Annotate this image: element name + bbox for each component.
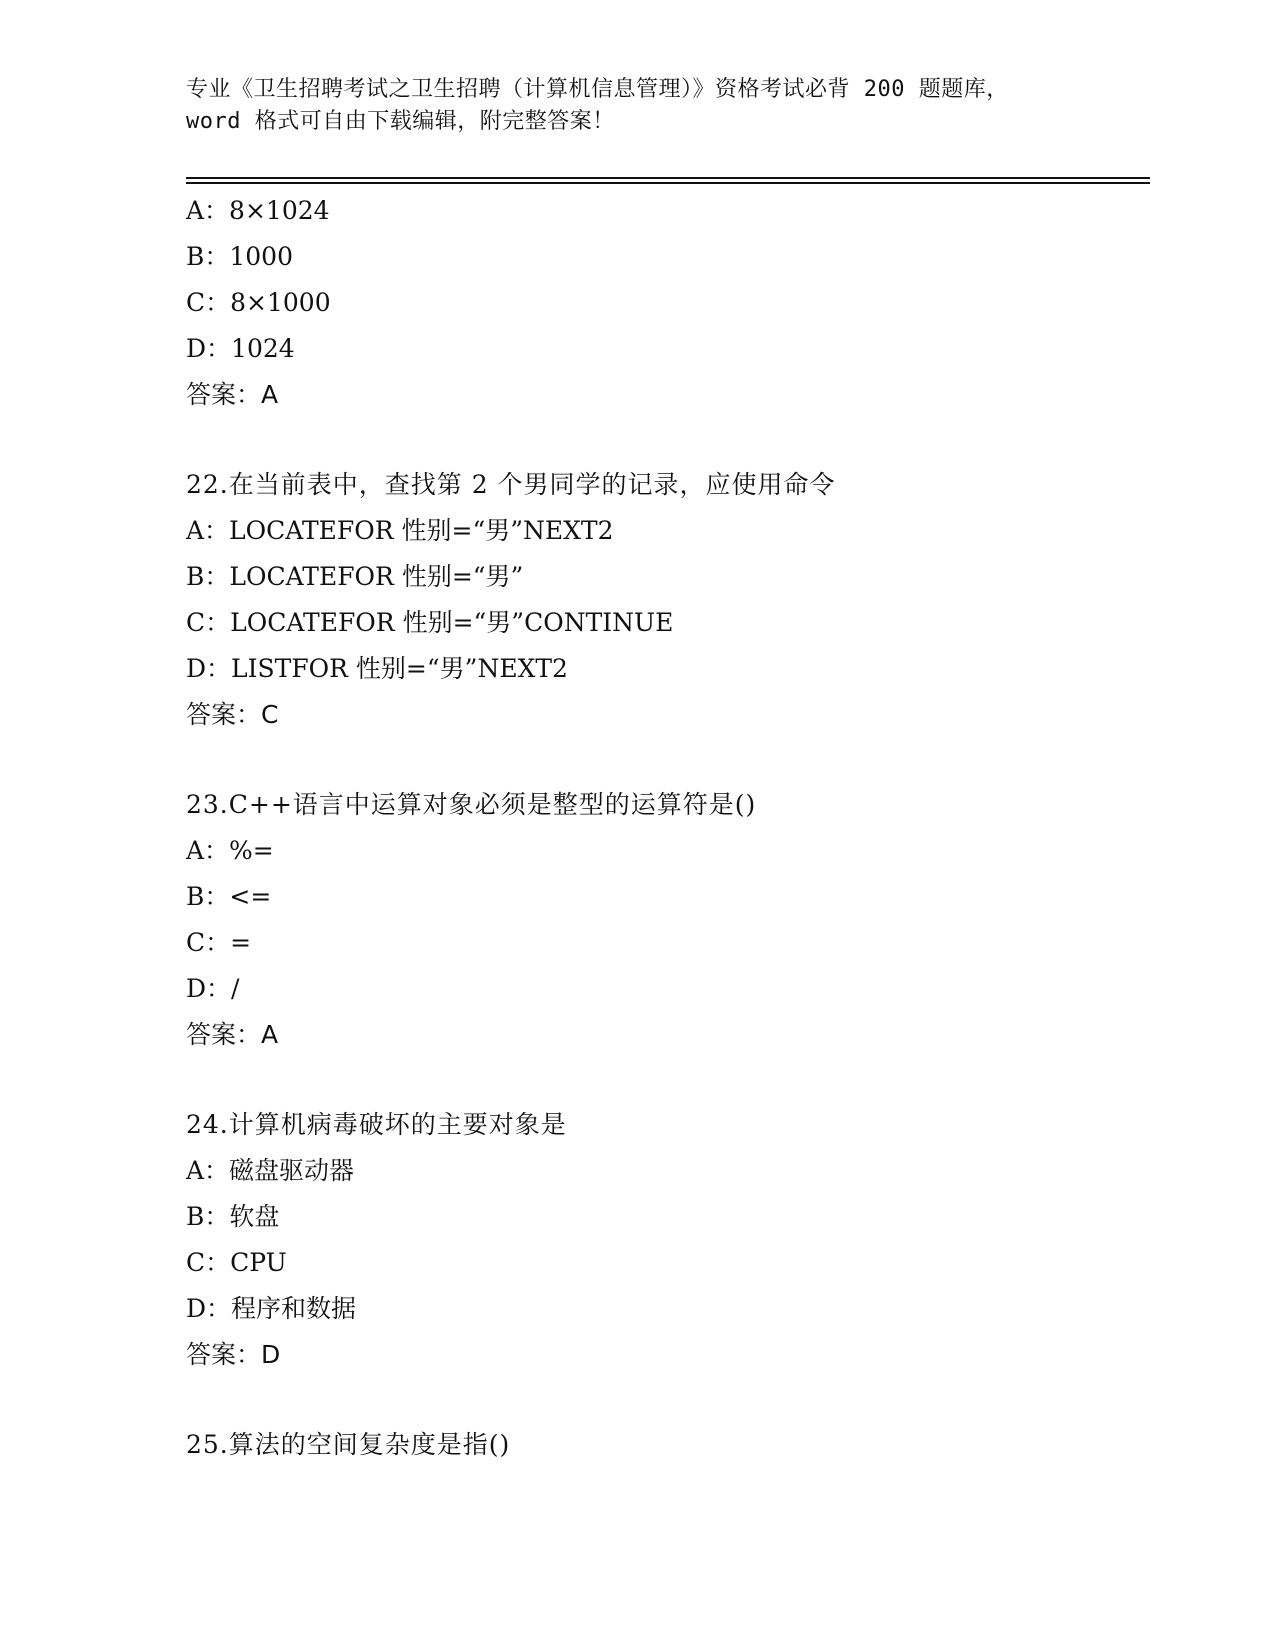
option-b: B：1000 — [186, 242, 293, 271]
question-list — [186, 188, 1146, 1468]
question-block — [186, 1102, 1146, 1378]
header-divider-top — [186, 177, 1150, 179]
answer-line: 答案：C — [186, 700, 279, 729]
question-text: 23.C++语言中运算对象必须是整型的运算符是() — [186, 790, 757, 819]
header-divider-bottom — [186, 182, 1150, 184]
option-c: C：8×1000 — [186, 288, 331, 317]
question-text: 25.算法的空间复杂度是指() — [186, 1430, 511, 1459]
option-a: A：磁盘驱动器 — [186, 1156, 355, 1185]
header-line-2: word 格式可自由下载编辑，附完整答案！ — [186, 109, 615, 134]
option-d: D：LISTFOR 性别=“男”NEXT2 — [186, 654, 568, 683]
option-d: D：程序和数据 — [186, 1294, 357, 1323]
option-b: B：软盘 — [186, 1202, 280, 1231]
option-d: D：/ — [186, 974, 240, 1003]
option-c: C：LOCATEFOR 性别=“男”CONTINUE — [186, 608, 674, 637]
option-a: A：LOCATEFOR 性别=“男”NEXT2 — [186, 516, 614, 545]
option-a: A：%= — [186, 836, 274, 865]
document-header — [186, 74, 1086, 138]
answer-line: 答案：D — [186, 1340, 281, 1369]
header-line-1: 专业《卫生招聘考试之卫生招聘（计算机信息管理）》资格考试必背 200 题题库， — [186, 77, 1009, 102]
question-block — [186, 782, 1146, 1058]
option-c: C：CPU — [186, 1248, 287, 1277]
answer-line: 答案：A — [186, 1020, 279, 1049]
option-d: D：1024 — [186, 334, 295, 363]
answer-line: 答案：A — [186, 380, 279, 409]
question-text: 22.在当前表中，查找第 2 个男同学的记录，应使用命令 — [186, 470, 836, 499]
question-block — [186, 1422, 1146, 1468]
option-a: A：8×1024 — [186, 196, 330, 225]
question-text: 24.计算机病毒破坏的主要对象是 — [186, 1110, 567, 1139]
question-block — [186, 188, 1146, 418]
option-c: C：= — [186, 928, 252, 957]
question-block — [186, 462, 1146, 738]
option-b: B：<= — [186, 882, 272, 911]
option-b: B：LOCATEFOR 性别=“男” — [186, 562, 524, 591]
